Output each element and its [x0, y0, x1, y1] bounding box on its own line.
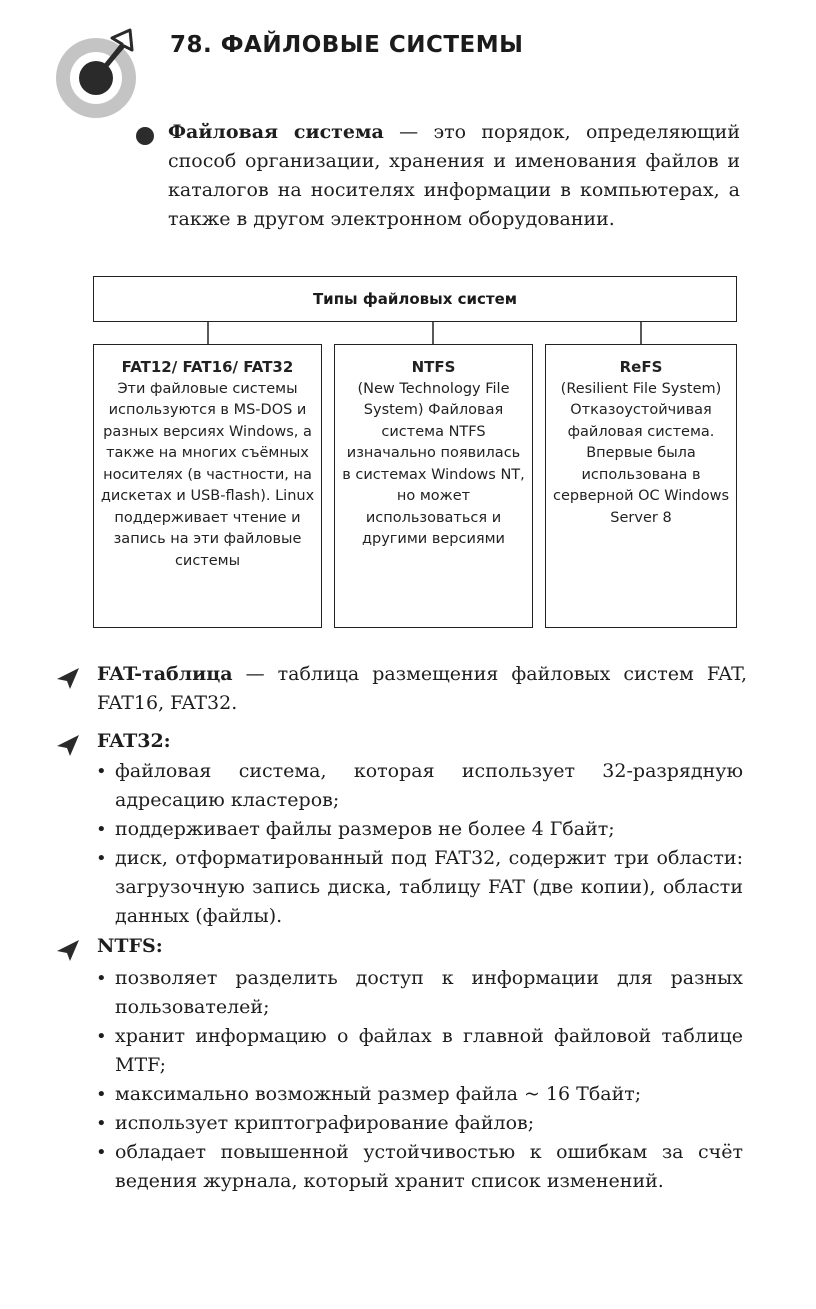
refs-box: [545, 344, 737, 628]
arrow-pointer-icon: [55, 733, 81, 757]
arrow-pointer-icon: [55, 938, 81, 962]
refs-box-description: (Resilient File System) Отказоустойчивая файловая система. Впервые была использована в серверной ОС Windows Server 8: [552, 380, 730, 526]
ntfs-heading: [97, 932, 747, 961]
fat32-title: FAT32:: [97, 730, 171, 752]
definition-term: Файловая система: [168, 121, 384, 143]
ntfs-box-title: NTFS: [411, 358, 456, 376]
fat-box: [93, 344, 322, 628]
round-bullet-icon: [136, 127, 154, 145]
list-item: • обладает повышенной устойчивостью к ошибкам за счёт ведения журнала, который хранит список изменений.: [93, 1138, 743, 1196]
file-system-types-diagram: [0, 270, 816, 640]
fat32-heading: [97, 727, 747, 756]
ntfs-title: NTFS:: [97, 935, 163, 957]
fat32-list: [93, 757, 743, 931]
page-header: [0, 0, 816, 120]
list-item: • поддерживает файлы размеров не более 4 Гбайт;: [93, 815, 743, 844]
refs-box-title: ReFS: [619, 358, 663, 376]
list-item: • максимально возможный размер файла ~ 16 Тбайт;: [93, 1080, 743, 1109]
fat-box-description: Эти файловые системы используются в MS-DOS и разных версиях Windows, а также на многих съёмных носителях (в частности, на дискетах и USB-flash). Linux поддерживает чтение и запись на эти файловые системы: [100, 380, 315, 569]
list-item: • хранит информацию о файлах в главной файловой таблице MTF;: [93, 1022, 743, 1080]
list-item: • позволяет разделить доступ к информации для разных пользователей;: [93, 964, 743, 1022]
list-item: • использует криптографирование файлов;: [93, 1109, 743, 1138]
target-dart-icon: [52, 22, 152, 122]
definition-text: [168, 118, 740, 234]
ntfs-box: [334, 344, 533, 628]
definition-body: — это порядок, определяющий способ организации, хранения и именования файлов и каталогов на носителях информации в компьютерах, а также в другом электронном оборудовании.: [168, 121, 740, 230]
page-title: 78. ФАЙЛОВЫЕ СИСТЕМЫ: [170, 32, 524, 58]
ntfs-list: [93, 964, 743, 1196]
fat-table-term: FAT-таблица: [97, 663, 233, 685]
fat-table-body: — таблица размещения файловых систем FAT, FAT16, FAT32.: [97, 663, 747, 714]
list-item: • файловая система, которая использует 32-разрядную адресацию кластеров;: [93, 757, 743, 815]
fat-box-title: FAT12/ FAT16/ FAT32: [121, 358, 294, 376]
diagram-root-box: Типы файловых систем: [93, 276, 737, 322]
list-item: • диск, отформатированный под FAT32, содержит три области: загрузочную запись диска, таблицу FAT (две копии), области данных (файлы).: [93, 844, 743, 931]
fat-table-text: [97, 660, 747, 718]
ntfs-box-description: (New Technology File System) Файловая система NTFS изначально появилась в системах Windows NT, но может использоваться и другими версиями: [342, 380, 525, 547]
arrow-pointer-icon: [55, 666, 81, 690]
